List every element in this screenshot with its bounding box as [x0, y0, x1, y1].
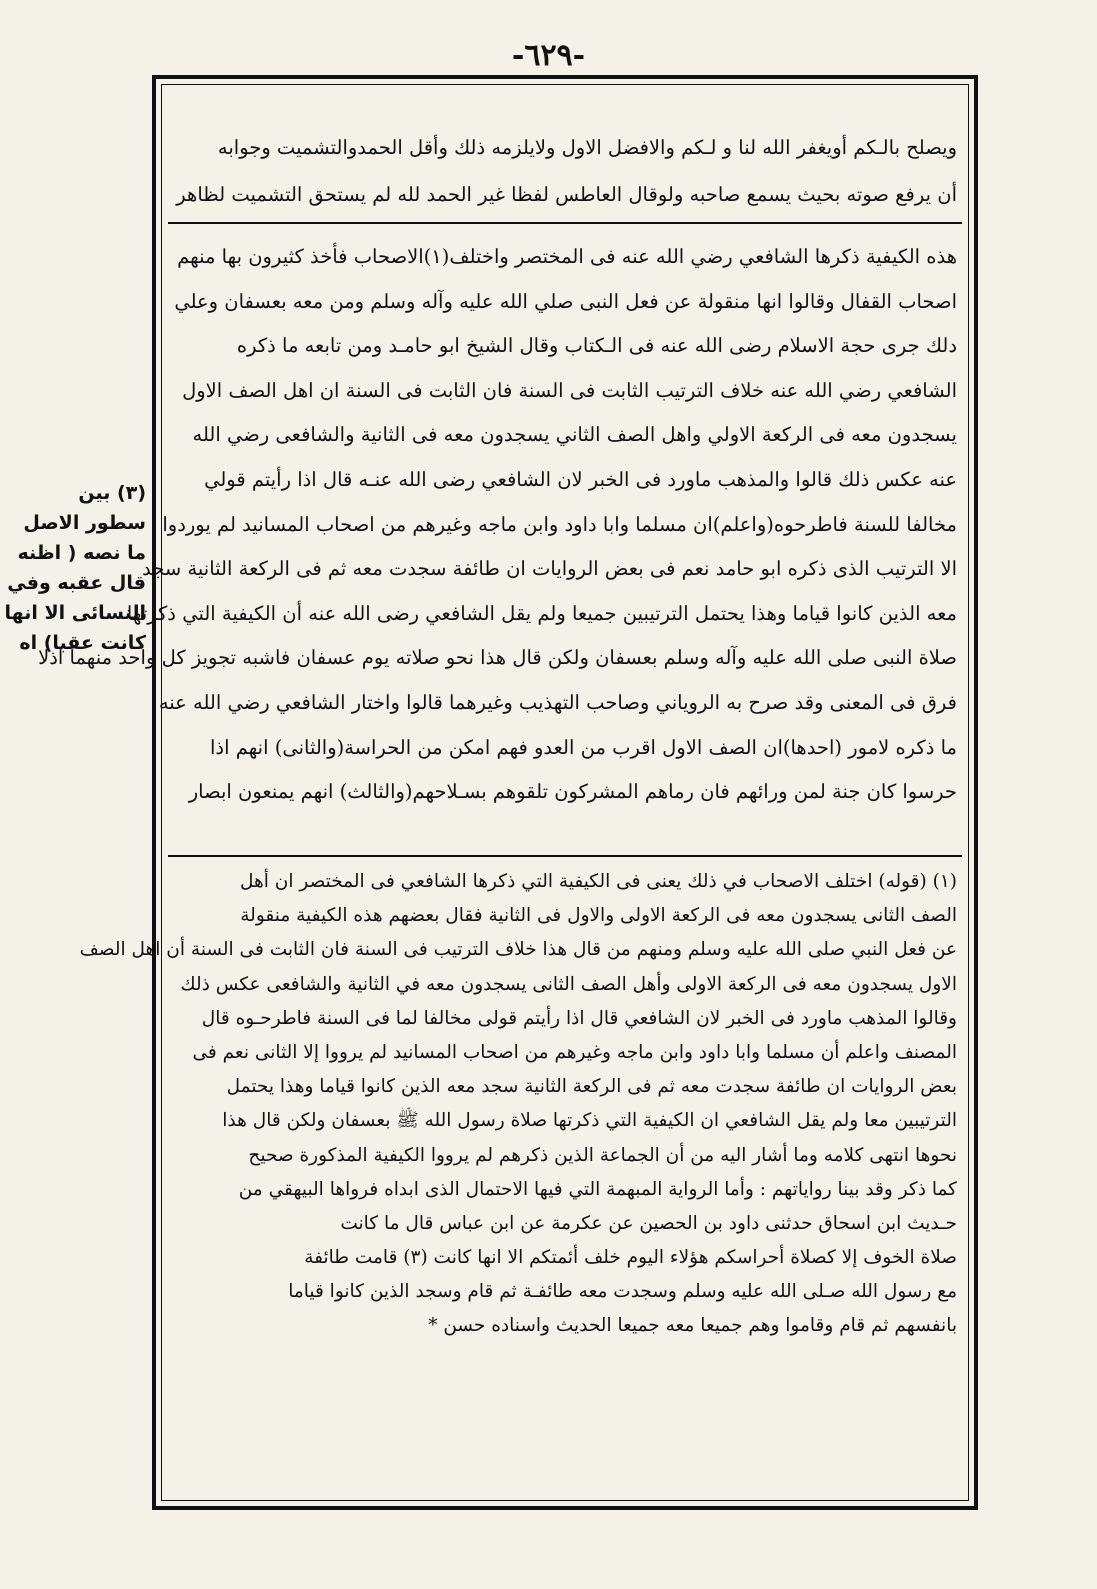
footnote-line: الترتيبين معا ولم يقل الشافعي ان الكيفية التي ذكرتها صلاة رسول الله ﷺ بعسفان ولكن قال هذا	[222, 1110, 957, 1132]
footnote-line: المصنف واعلم أن مسلما وابا داود وابن ماجه وغيرهم من اصحاب المسانيد لم يرووا إلا الثانى نعم فى	[192, 1041, 957, 1063]
divider-rule	[168, 855, 962, 857]
margin-note-line: (٣) بين	[78, 482, 146, 504]
text-line: صلاة النبى صلى الله عليه وآله وسلم بعسفان ولكن قال هذا نحو صلاته يوم عسفان فاشبه تجويز كل واحد منهما اذلا	[38, 646, 957, 670]
margin-note-line: سطور الاصل	[23, 512, 146, 534]
text-line: اصحاب القفال وقالوا انها منقولة عن فعل النبى صلي الله عليه وآله وسلم ومن معه بعسفان وعلي	[174, 289, 957, 313]
footnote-line: حـديث ابن اسحاق حدثنى داود بن الحصين عن عكرمة عن ابن عباس قال ما كانت	[340, 1212, 957, 1234]
text-line: عنه عكس ذلك قالوا والمذهب ماورد فى الخبر لان الشافعي رضى الله عنـه قال اذا رأيتم قولي	[204, 467, 957, 491]
footnote-line: كما ذكر وقد بينا رواياتهم : وأما الرواية المبهمة التي فيها الاحتمال الذى ابداه فرواها البيهقي من	[238, 1178, 957, 1200]
footnote-line: نحوها انتهى كلامه وما أشار اليه من أن الجماعة الذين ذكرهم لم يرووا الكيفية المذكورة صحيح	[248, 1144, 957, 1166]
footnote-line: صلاة الخوف إلا كصلاة أحراسكم هؤلاء اليوم خلف أئمتكم الا انها كانت (٣) قامت طائفة	[304, 1247, 957, 1269]
text-line: دلك جرى حجة الاسلام رضى الله عنه فى الـكتاب وقال الشيخ ابو حامـد ومن تابعه ما ذكره	[236, 334, 957, 358]
footnote-line: وقالوا المذهب ماورد فى الخبر لان الشافعي قال اذا رأيتم قولى مخالفا لما فى السنة فاطرحـوه قال	[201, 1007, 957, 1029]
text-line: ويصلح بالـكم أويغفر الله لنا و لـكم والافضل الاول ولايلزمه ذلك وأقل الحمدوالتشميت وجوابه	[217, 136, 957, 159]
text-line: ما ذكره لامور (احدها)ان الصف الاول اقرب من العدو فهم امكن من الحراسة(والثانى) انهم اذا	[210, 735, 957, 759]
margin-note-line: النسائى الا انها	[4, 602, 146, 624]
divider-rule	[168, 222, 962, 224]
top-text-block	[175, 124, 957, 218]
text-line: هذه الكيفية ذكرها الشافعي رضي الله عنه فى المختصر واختلف(١)الاصحاب فأخذ كثيرون بها منهم	[177, 245, 957, 268]
margin-note-line: ما نصه ( اظنه	[17, 542, 146, 564]
margin-note-line: قال عقبه وفي	[7, 572, 146, 594]
footnote-line: الاول يسجدون معه فى الركعة الاولى وأهل الصف الثانى يسجدون معه في الثانية والشافعى عكس ذلك	[180, 973, 957, 995]
text-line: مخالفا للسنة فاطرحوه(واعلم)ان مسلما وابا داود وابن ماجه وغيرهم من اصحاب المسانيد لم يوردوا	[162, 512, 957, 536]
footnote-block	[79, 865, 957, 1344]
page-number: -٦٢٩-	[511, 38, 586, 73]
margin-note-line: كانت عقبا) اه	[19, 632, 146, 654]
text-line: أن يرفع صوته بحيث يسمع صاحبه ولوقال العاطس لفظا غير الحمد لله لم يستحق التشميت لظاهر	[176, 183, 957, 206]
footnote-line: عن فعل النبي صلى الله عليه وسلم ومنهم من قال هذا خلاف الترتيب فى السنة فان الثابت فى السنة أن اهل الصف	[79, 939, 957, 961]
text-line: معه الذين كانوا قياما وهذا يحتمل الترتيبين جميعا ولم يقل الشافعي رضى الله عنه أن الكيفية التي ذكرتها	[126, 601, 957, 625]
margin-note	[4, 478, 146, 658]
text-line: فرق فى المعنى وقد صرح به الروياني وصاحب التهذيب وغيرهما قالوا واختار الشافعي رضي الله عنه	[158, 690, 957, 714]
text-line: الشافعي رضي الله عنه خلاف الترتيب الثابت فى السنة فان الثابت فى السنة ان اهل الصف الاول	[182, 378, 957, 402]
footnote-line: الصف الثانى يسجدون معه فى الركعة الاولى والاول فى الثانية فقال بعضهم هذه الكيفية منقولة	[240, 905, 957, 927]
footnote-line: بعض الروايات ان طائفة سجدت معه ثم فى الركعة الثانية سجد معه الذين كانوا قياما وهذا يحتمل	[226, 1076, 957, 1098]
footnote-line: بانفسهم ثم قام وقاموا وهم جميعا معه جميعا الحديث واسناده حسن *	[428, 1315, 957, 1337]
footnote-line: (١) (قوله) اختلف الاصحاب في ذلك يعنى فى الكيفية التي ذكرها الشافعي فى المختصر ان أهل	[240, 871, 957, 892]
text-line: الا الترتيب الذى ذكره ابو حامد نعم فى بعض الروايات ان طائفة سجدت معه ثم فى الركعة الثانية سجد	[142, 557, 957, 581]
text-line: حرسوا كان جنة لمن ورائهم فان رماهم المشركون تلقوهم بسـلاحهم(والثالث) انهم يمنعون ابصار	[188, 780, 957, 804]
text-line: يسجدون معه فى الركعة الاولي واهل الصف الثاني يسجدون معه فى الثانية والشافعى رضي الله	[192, 423, 957, 447]
footnote-line: مع رسول الله صـلى الله عليه وسلم وسجدت معه طائفـة ثم قام وسجد الذين كانوا قياما	[288, 1281, 957, 1303]
